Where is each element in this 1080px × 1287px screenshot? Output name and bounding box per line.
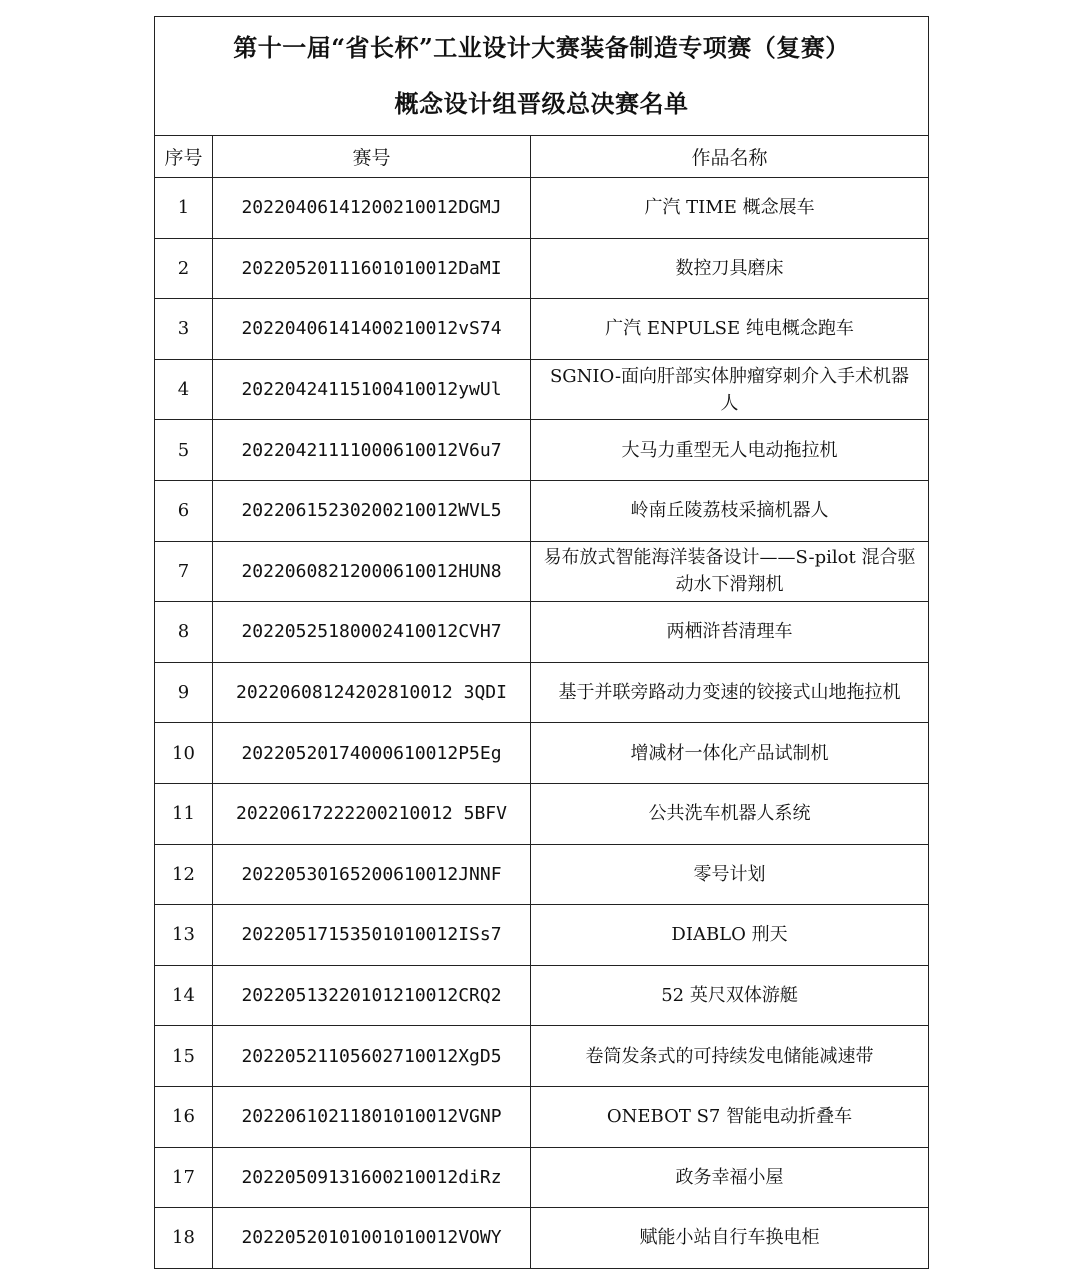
table-row bbox=[155, 662, 929, 723]
table-row bbox=[155, 723, 929, 784]
row-code: 20220617222200210012 5BFV bbox=[213, 783, 531, 844]
row-index: 7 bbox=[155, 541, 213, 602]
row-work-name: 广汽 ENPULSE 纯电概念跑车 bbox=[531, 299, 929, 360]
table-row bbox=[155, 1147, 929, 1208]
title-line-1: 第十一届“省长杯”工业设计大赛装备制造专项赛（复赛） bbox=[233, 33, 850, 62]
table-row bbox=[155, 844, 929, 905]
row-code: 20220513220101210012CRQ2 bbox=[213, 965, 531, 1026]
table-row bbox=[155, 965, 929, 1026]
row-code: 20220610211801010012VGNP bbox=[213, 1086, 531, 1147]
row-work-name: 易布放式智能海洋装备设计——S-pilot 混合驱动水下滑翔机 bbox=[531, 541, 929, 602]
row-code: 20220520101001010012VOWY bbox=[213, 1208, 531, 1269]
table-row bbox=[155, 238, 929, 299]
row-work-name: 52 英尺双体游艇 bbox=[531, 965, 929, 1026]
row-code: 20220520174000610012P5Eg bbox=[213, 723, 531, 784]
row-code: 20220517153501010012ISs7 bbox=[213, 905, 531, 966]
row-index: 16 bbox=[155, 1086, 213, 1147]
row-code: 20220424115100410012ywUl bbox=[213, 359, 531, 420]
row-index: 2 bbox=[155, 238, 213, 299]
row-code: 20220406141400210012vS74 bbox=[213, 299, 531, 360]
row-work-name: 卷筒发条式的可持续发电储能减速带 bbox=[531, 1026, 929, 1087]
row-work-name: 增减材一体化产品试制机 bbox=[531, 723, 929, 784]
table-row bbox=[155, 541, 929, 602]
table-row bbox=[155, 1086, 929, 1147]
header-name: 作品名称 bbox=[531, 136, 929, 178]
row-code: 20220608212000610012HUN8 bbox=[213, 541, 531, 602]
row-work-name: 数控刀具磨床 bbox=[531, 238, 929, 299]
row-index: 10 bbox=[155, 723, 213, 784]
row-work-name: 广汽 TIME 概念展车 bbox=[531, 178, 929, 239]
row-work-name: 岭南丘陵荔枝采摘机器人 bbox=[531, 480, 929, 541]
row-index: 1 bbox=[155, 178, 213, 239]
row-work-name: 赋能小站自行车换电柜 bbox=[531, 1208, 929, 1269]
row-code: 20220615230200210012WVL5 bbox=[213, 480, 531, 541]
table-row bbox=[155, 1208, 929, 1269]
table-row bbox=[155, 359, 929, 420]
header-row bbox=[155, 136, 929, 178]
row-code: 20220608124202810012 3QDI bbox=[213, 662, 531, 723]
row-work-name: 政务幸福小屋 bbox=[531, 1147, 929, 1208]
table-row bbox=[155, 783, 929, 844]
table-row bbox=[155, 1026, 929, 1087]
table-row bbox=[155, 299, 929, 360]
row-code: 20220421111000610012V6u7 bbox=[213, 420, 531, 481]
row-index: 4 bbox=[155, 359, 213, 420]
row-work-name: 零号计划 bbox=[531, 844, 929, 905]
row-index: 5 bbox=[155, 420, 213, 481]
row-work-name: DIABLO 刑天 bbox=[531, 905, 929, 966]
table-row bbox=[155, 602, 929, 663]
row-code: 20220525180002410012CVH7 bbox=[213, 602, 531, 663]
row-index: 13 bbox=[155, 905, 213, 966]
row-index: 17 bbox=[155, 1147, 213, 1208]
row-code: 20220530165200610012JNNF bbox=[213, 844, 531, 905]
row-work-name: SGNIO-面向肝部实体肿瘤穿刺介入手术机器人 bbox=[531, 359, 929, 420]
title-line-2: 概念设计组晋级总决赛名单 bbox=[394, 89, 689, 118]
row-code: 20220520111601010012DaMI bbox=[213, 238, 531, 299]
table-row bbox=[155, 480, 929, 541]
row-index: 14 bbox=[155, 965, 213, 1026]
row-index: 9 bbox=[155, 662, 213, 723]
row-index: 6 bbox=[155, 480, 213, 541]
row-index: 3 bbox=[155, 299, 213, 360]
row-work-name: 公共洗车机器人系统 bbox=[531, 783, 929, 844]
row-code: 20220521105602710012XgD5 bbox=[213, 1026, 531, 1087]
header-code: 赛号 bbox=[213, 136, 531, 178]
row-work-name: ONEBOT S7 智能电动折叠车 bbox=[531, 1086, 929, 1147]
row-work-name: 基于并联旁路动力变速的铰接式山地拖拉机 bbox=[531, 662, 929, 723]
row-index: 8 bbox=[155, 602, 213, 663]
row-work-name: 大马力重型无人电动拖拉机 bbox=[531, 420, 929, 481]
table-title bbox=[155, 17, 929, 136]
row-index: 12 bbox=[155, 844, 213, 905]
table-row bbox=[155, 178, 929, 239]
finalist-table bbox=[154, 16, 929, 1269]
row-code: 20220406141200210012DGMJ bbox=[213, 178, 531, 239]
row-work-name: 两栖浒苔清理车 bbox=[531, 602, 929, 663]
row-index: 11 bbox=[155, 783, 213, 844]
table-row bbox=[155, 905, 929, 966]
table-row bbox=[155, 420, 929, 481]
row-index: 18 bbox=[155, 1208, 213, 1269]
row-index: 15 bbox=[155, 1026, 213, 1087]
header-index: 序号 bbox=[155, 136, 213, 178]
row-code: 20220509131600210012diRz bbox=[213, 1147, 531, 1208]
